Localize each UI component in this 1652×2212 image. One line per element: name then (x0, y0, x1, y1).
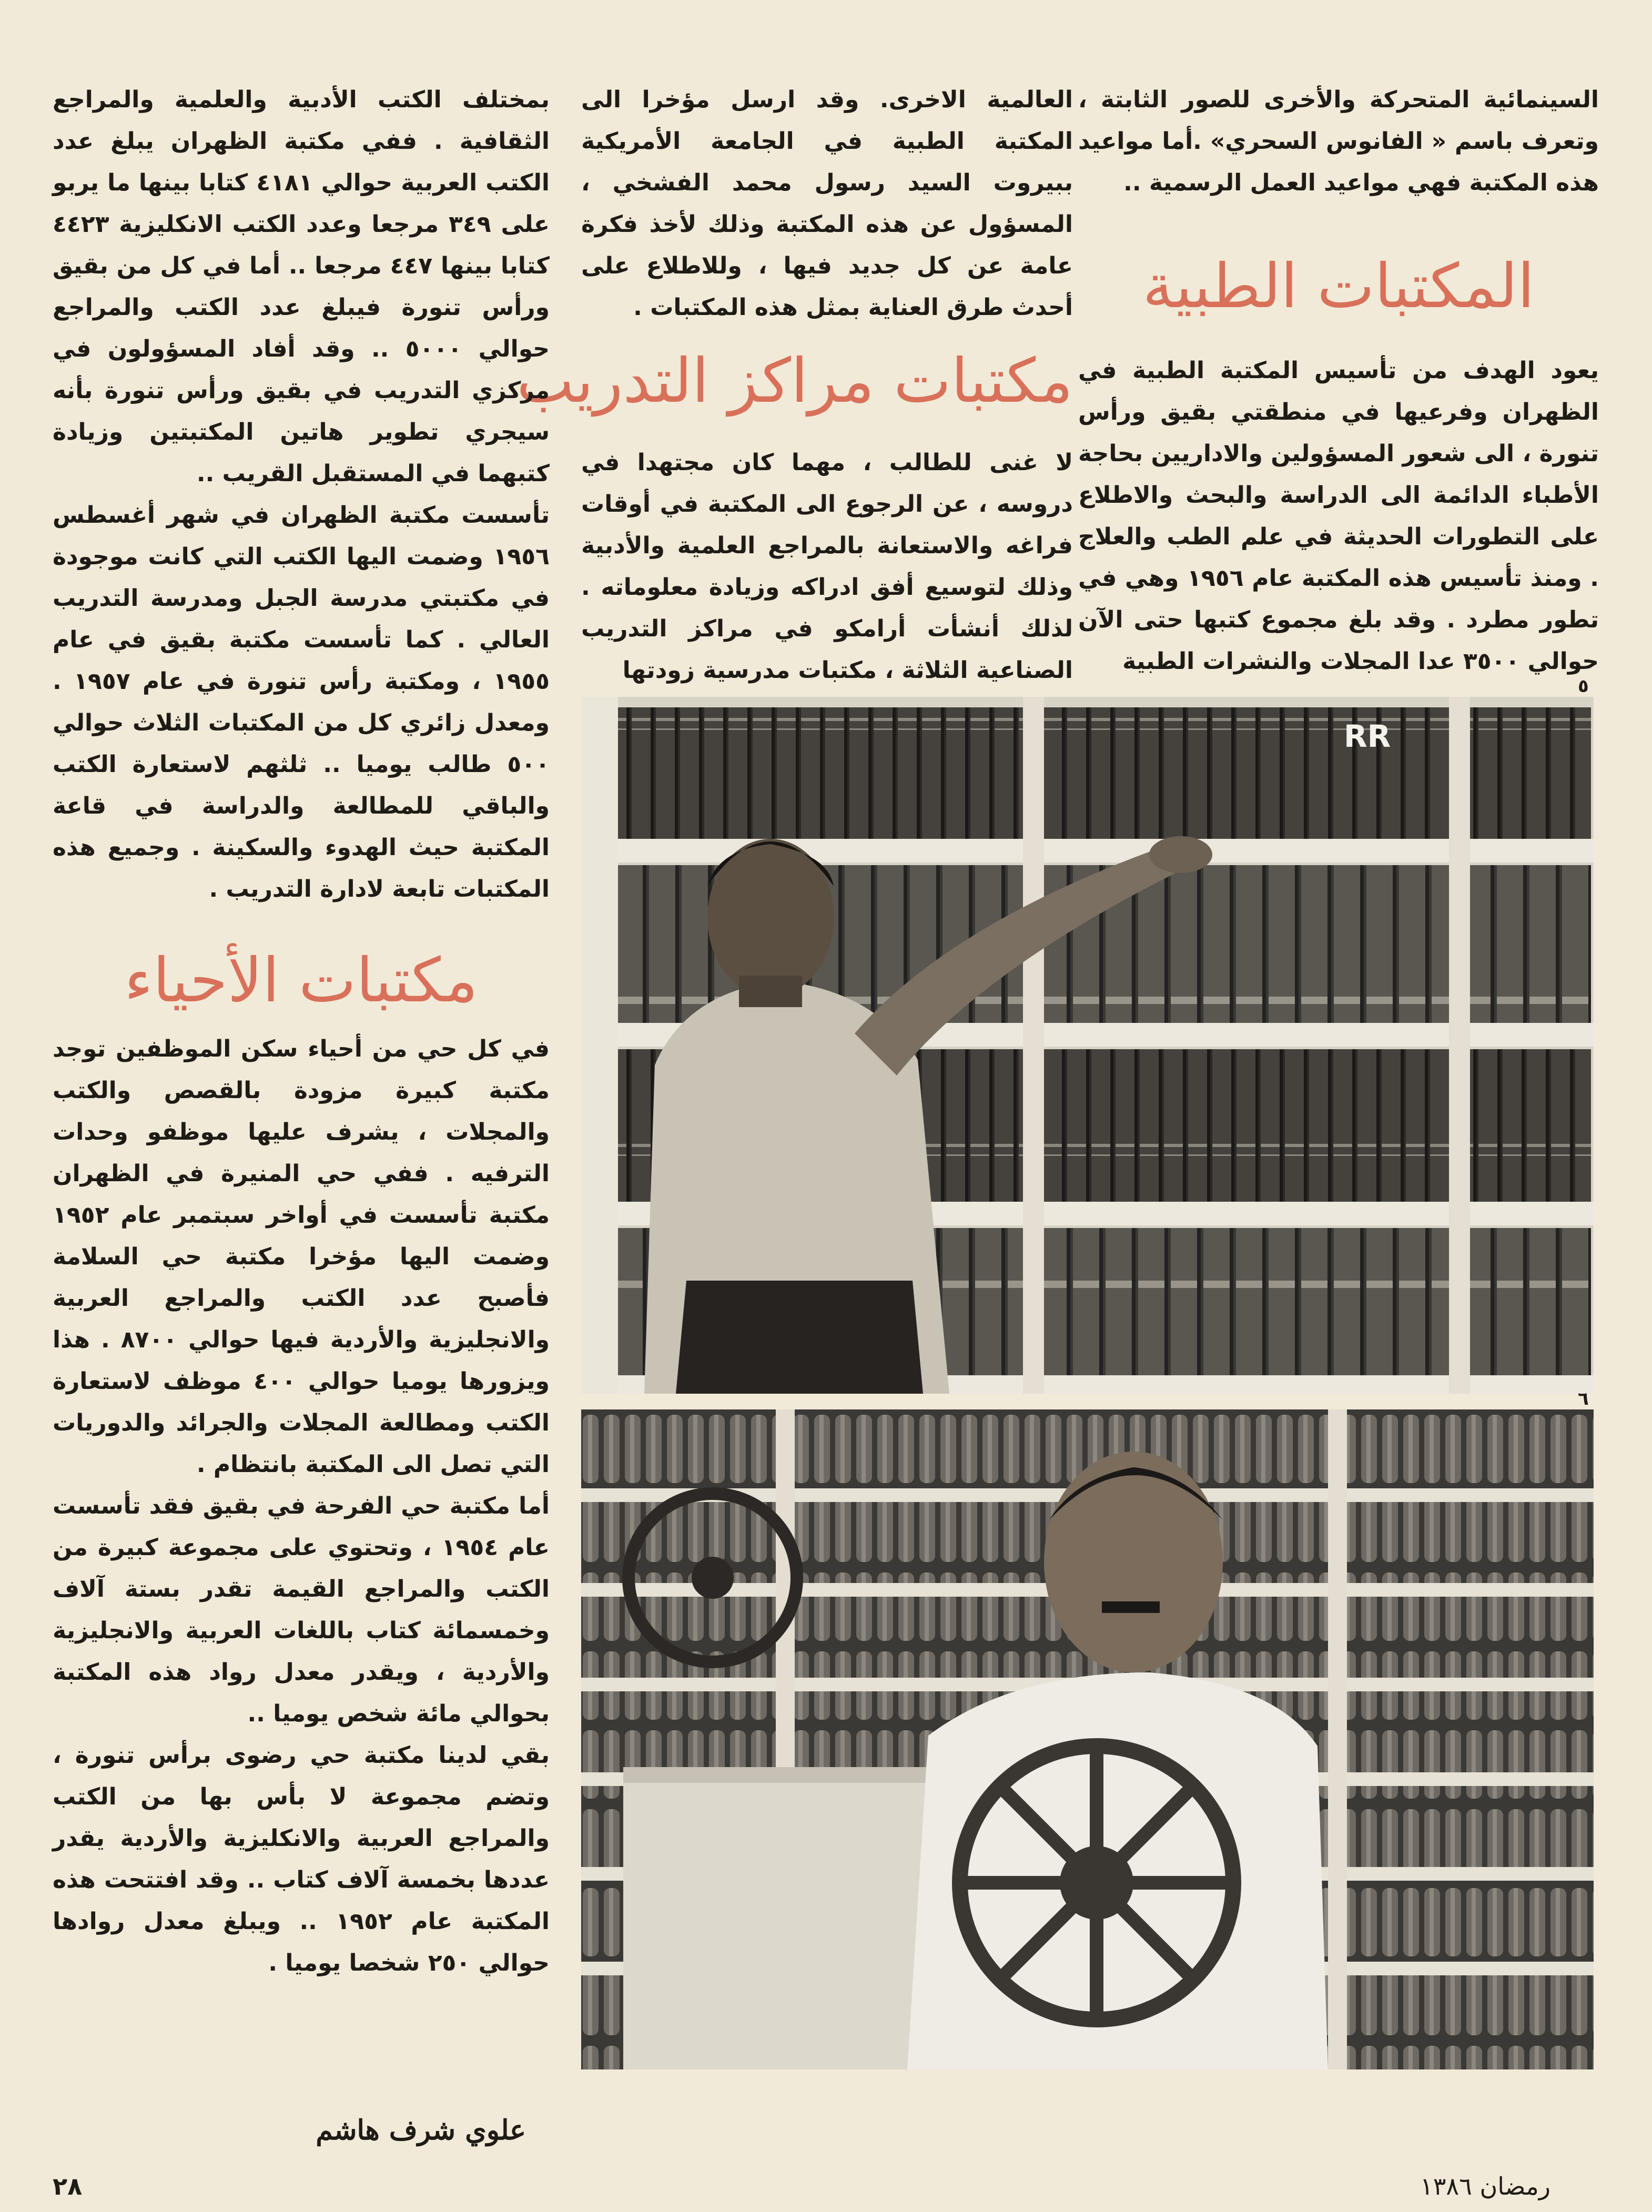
bookshelf-photo-graphic (581, 697, 1594, 1394)
section-heading-training-libraries: مكتبات مراكز التدريب (516, 346, 1073, 417)
paragraph: أما مكتبة حي الفرحة في بقيق فقد تأسست عام ١٩٥٤ ، وتحتوي على مجموعة كبيرة من الكتب والمراجع القيمة تقدر بستة آلاف وخمسمائة كتاب باللغات العربية والانجليزية والأردية ، ويقدر معدل رواد هذه المكتبة بحوالي مائة شخص يوميا .. (53, 1493, 550, 1727)
photo-number-6: ٦ (1578, 1388, 1589, 1409)
middle-column-intro (581, 79, 1073, 328)
paragraph: بمختلف الكتب الأدبية والعلمية والمراجع الثقافية . ففي مكتبة الظهران يبلغ عدد الكتب العربية حوالي ٤١٨١ كتابا بينها ما يربو على ٣٤٩ مرجعا وعدد الكتب الانكليزية ٤٤٢٣ كتابا بينها ٤٤٧ مرجعا .. أما في كل من بقيق ورأس تنورة فيبلغ عدد الكتب والمراجع حوالي ٥٠٠٠ .. وقد أفاد المسؤولون في مركزي التدريب في بقيق ورأس تنورة بأنه سيجري تطوير هاتين المكتبتين وزيادة كتبهما في المستقبل القريب .. (53, 86, 550, 487)
paragraph: في كل حي من أحياء سكن الموظفين توجد مكتبة كبيرة مزودة بالقصص والكتب والمجلات ، يشرف عليها موظفو وحدات الترفيه . ففي حي المنيرة في الظهران مكتبة تأسست في أواخر سبتمبر عام ١٩٥٢ وضمت اليها مؤخرا مكتبة حي السلامة فأصبح عدد الكتب والمراجع العربية والانجليزية والأردية فيها حوالي ٨٧٠٠ . هذا ويزورها يوميا حوالي ٤٠٠ موظف لاستعارة الكتب ومطالعة المجلات والجرائد والدوريات التي تصل الى المكتبة بانتظام . (53, 1036, 550, 1478)
section-heading-neighborhood-libraries: مكتبات الأحياء (124, 945, 478, 1016)
paragraph: تأسست مكتبة الظهران في شهر أغسطس ١٩٥٦ وضمت اليها الكتب التي كانت موجودة في مكتبتي مدرسة الجبل ومدرسة التدريب العالي . كما تأسست مكتبة بقيق في عام ١٩٥٥ ، ومكتبة رأس تنورة في عام ١٩٥٧ . ومعدل زائري كل من المكتبات الثلاث حوالي ٥٠٠ طالب يوميا .. ثلثهم لاستعارة الكتب والباقي للمطالعة والدراسة في قاعة المكتبة حيث الهدوء والسكينة . وجميع هذه المكتبات تابعة لادارة التدريب . (53, 502, 550, 902)
left-column-top (53, 79, 550, 910)
left-column-bottom (53, 1028, 550, 1984)
page-number: ٢٨ (53, 2172, 83, 2200)
paragraph: بقي لدينا مكتبة حي رضوى برأس تنورة ، وتضم مجموعة لا بأس بها من الكتب والمراجع العربية والانكليزية والأردية يقدر عددها بخمسة آلاف كتاب .. وقد افتتحت هذه المكتبة عام ١٩٥٢ .. ويبلغ معدل روادها حوالي ٢٥٠ شخصا يوميا . (53, 1742, 550, 1976)
paragraph: لا غنى للطالب ، مهما كان مجتهدا في دروسه ، عن الرجوع الى المكتبة في أوقات فراغه والاستعانة بالمراجع العلمية والأدبية وذلك لتوسيع أفق ادراكه وزيادة معلوماته . لذلك أنشأت أرامكو في مراكز التدريب الصناعية الثلاثة ، مكتبات مدرسية زودتها (581, 449, 1073, 684)
photo-library-shelves (581, 697, 1594, 1394)
author-signature: علوي شرف هاشم (316, 2114, 526, 2146)
right-column-body (1078, 350, 1599, 682)
paragraph: العالمية الاخرى. وقد ارسل مؤخرا الى المكتبة الطبية في الجامعة الأمريكية ببيروت السيد رسول محمد الفشخي ، المسؤول عن هذه المكتبة وذلك لأخذ فكرة عامة عن كل جديد فيها ، وللاطلاع على أحدث طرق العناية بمثل هذه المكتبات . (581, 86, 1073, 321)
middle-column-body (581, 442, 1073, 691)
paragraph: يعود الهدف من تأسيس المكتبة الطبية في الظهران وفرعيها في منطقتي بقيق ورأس تنورة ، الى شعور المسؤولين والاداريين بحاجة الأطباء الدائمة الى الدراسة والبحث والاطلاع على التطورات الحديثة في علم الطب والعلاج . ومنذ تأسيس هذه المكتبة عام ١٩٥٦ وهي في تطور مطرد . وقد بلغ مجموع كتبها حتى الآن حوالي ٣٥٠٠ عدا المجلات والنشرات الطبية (1078, 357, 1599, 675)
film-reel-photo-graphic (581, 1409, 1594, 2069)
section-heading-medical-libraries: المكتبات الطبية (1142, 251, 1535, 322)
photo-number-5: ٥ (1578, 676, 1589, 697)
right-column-intro (1078, 79, 1599, 204)
issue-date: رمضان ١٣٨٦ (1420, 2172, 1550, 2200)
photo-film-library (581, 1409, 1594, 2069)
paragraph: السينمائية المتحركة والأخرى للصور الثابتة ، وتعرف باسم « الفانوس السحري» .أما مواعيد هذه المكتبة فهي مواعيد العمل الرسمية .. (1078, 86, 1599, 196)
shelf-label-rr: RR (1344, 718, 1391, 754)
